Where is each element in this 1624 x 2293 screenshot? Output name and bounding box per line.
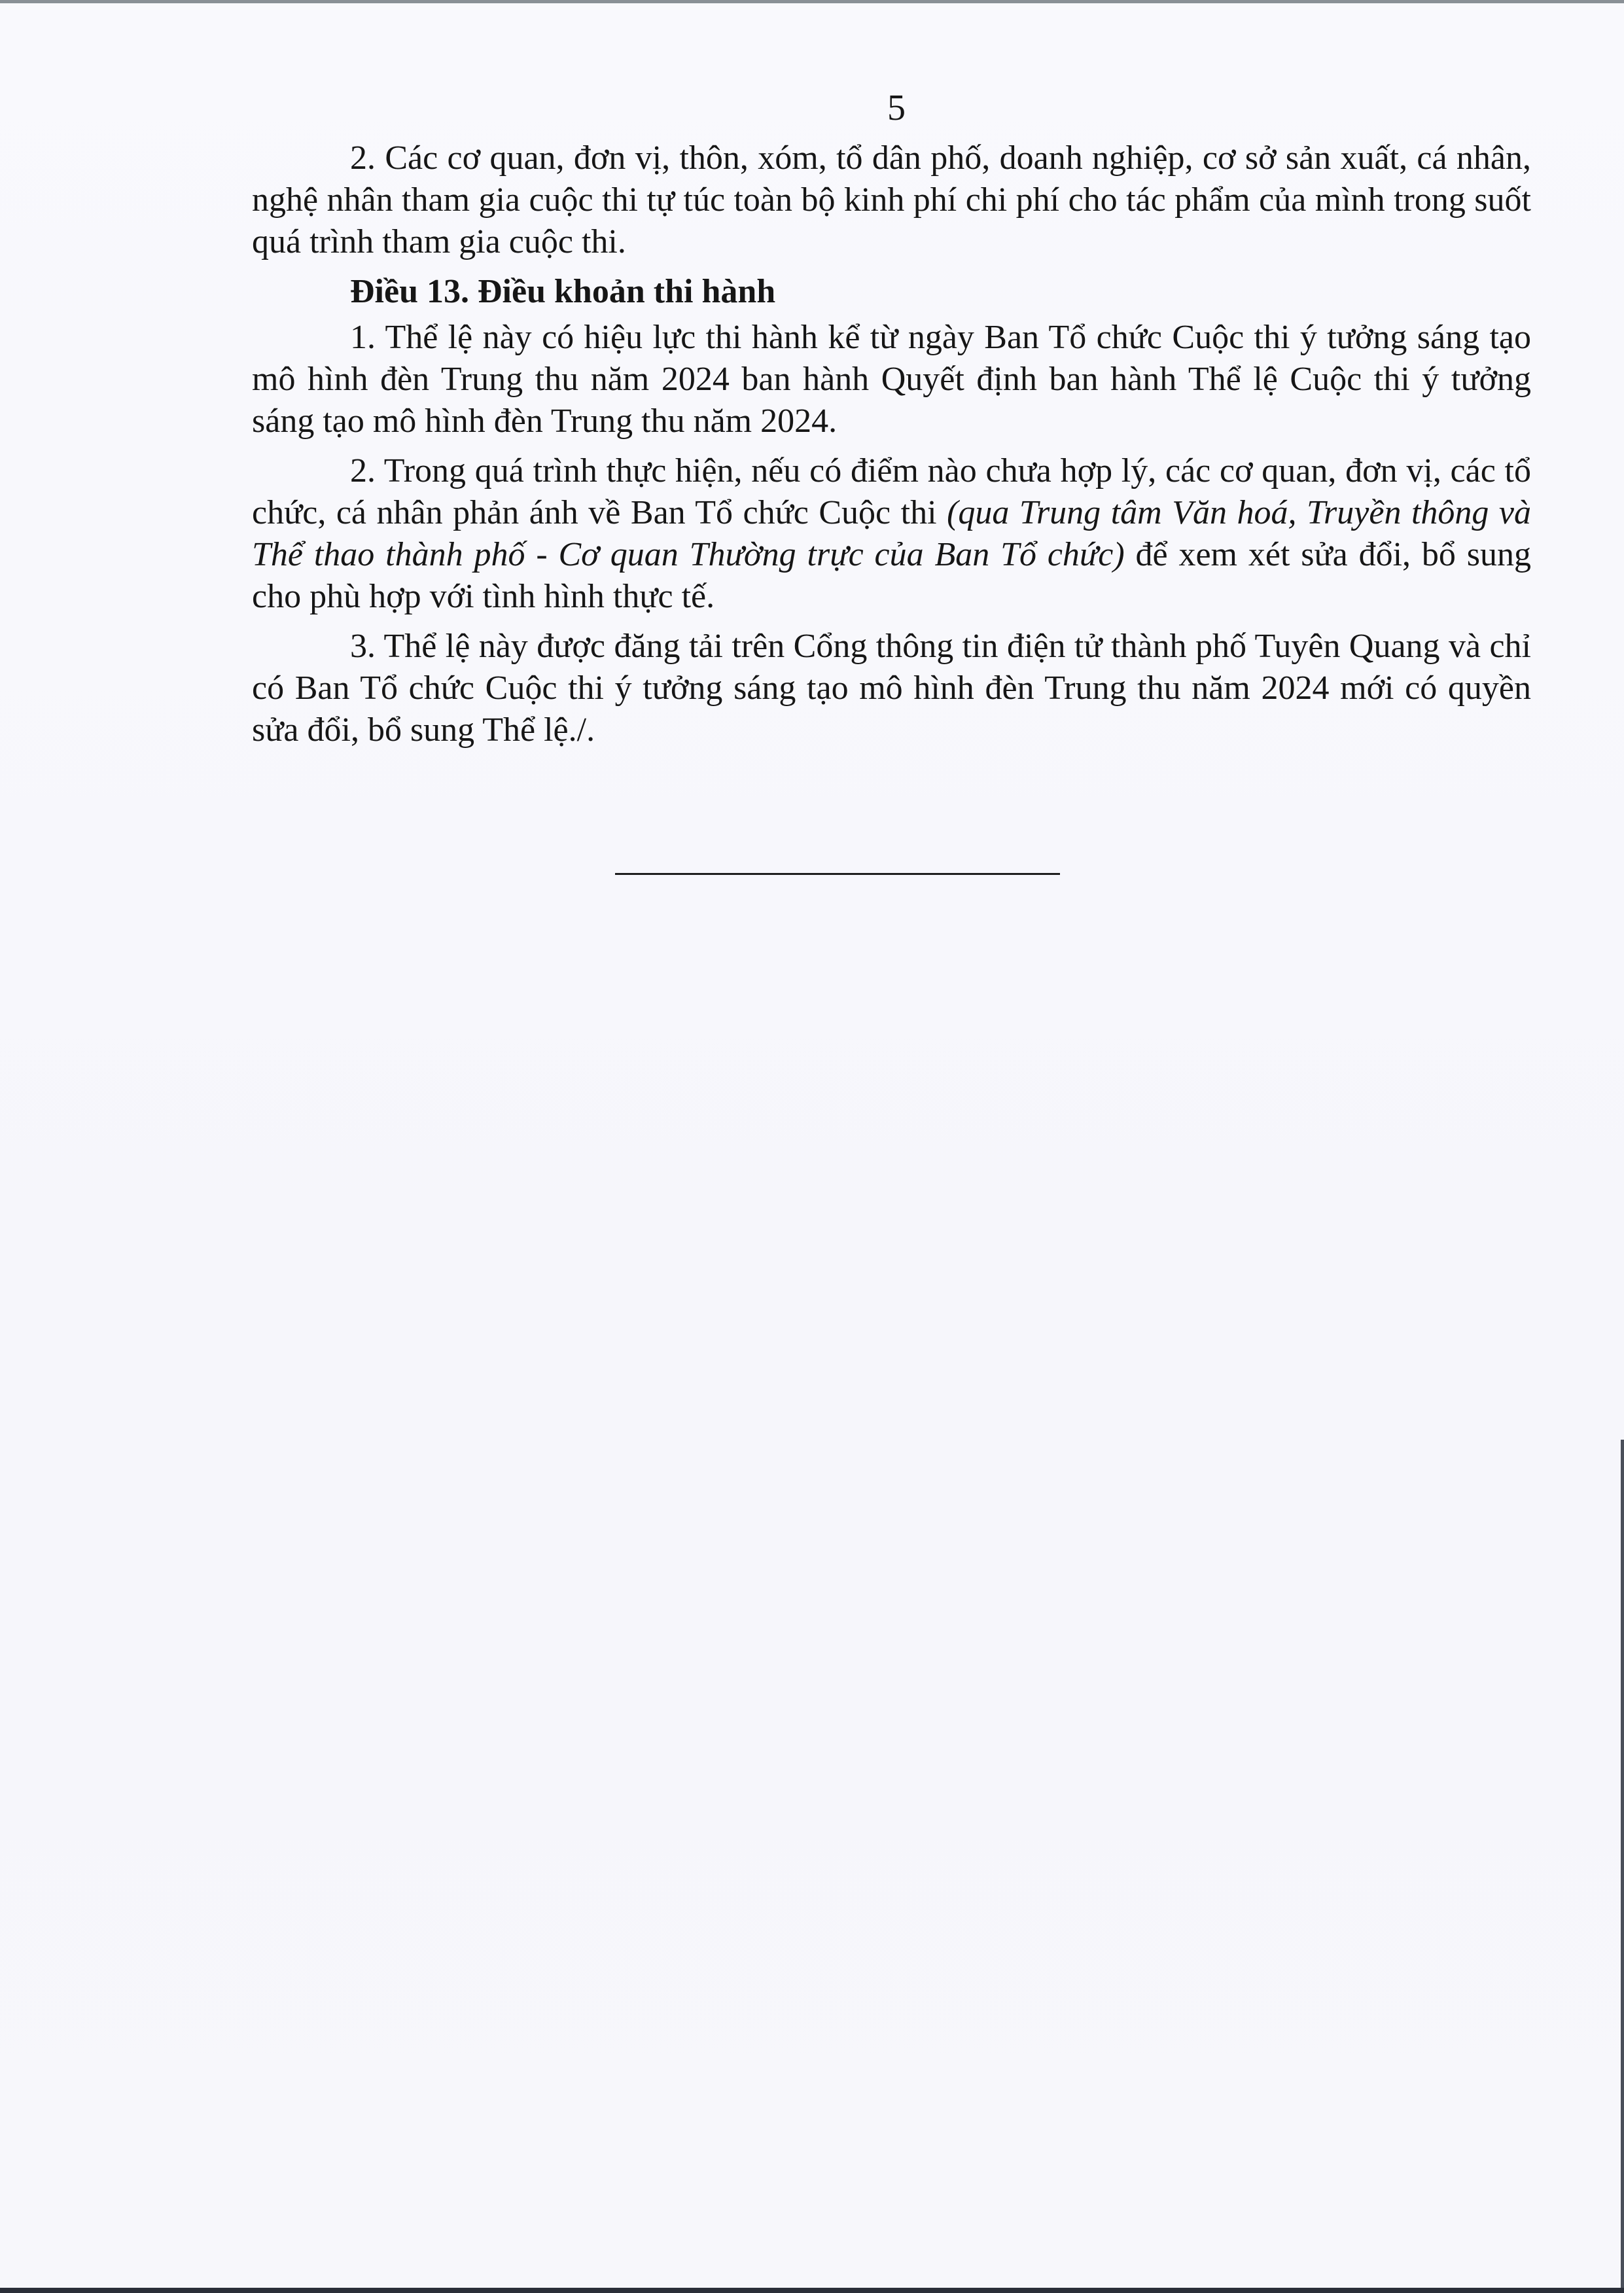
paragraph-feedback	[252, 450, 1531, 618]
article-13-heading: Điều 13. Điều khoản thi hành	[350, 273, 776, 310]
end-divider	[615, 873, 1060, 875]
scan-edge-bottom	[0, 2288, 1624, 2293]
scan-edge-top	[0, 0, 1624, 3]
feedback-text-end: để xem xét sửa đổi, bổ sung cho phù hợp với tình hình thực tế.	[252, 536, 1531, 615]
page-number: 5	[887, 88, 906, 128]
paragraph-funding: 2. Các cơ quan, đơn vị, thôn, xóm, tổ dân phố, doanh nghiệp, cơ sở sản xuất, cá nhân, nghệ nhân tham gia cuộc thi tự túc toàn bộ kinh phí chi phí cho tác phẩm của mình trong suốt quá trình tham gia cuộc thi.	[252, 139, 1531, 260]
document-body	[252, 137, 1531, 759]
feedback-text-italic: (qua Trung tâm Văn hoá, Truyền thông và Thể thao thành phố - Cơ quan Thường trực của Ban Tổ chức)	[252, 494, 1531, 573]
paragraph-effective: 1. Thể lệ này có hiệu lực thi hành kể từ ngày Ban Tổ chức Cuộc thi ý tưởng sáng tạo mô hình đèn Trung thu năm 2024 ban hành Quyết định ban hành Thể lệ Cuộc thi ý tưởng sáng tạo mô hình đèn Trung thu năm 2024.	[252, 319, 1531, 440]
feedback-text-start: 2. Trong quá trình thực hiện, nếu có điểm nào chưa hợp lý, các cơ quan, đơn vị, các tổ chức, cá nhân phản ánh về Ban Tổ chức Cuộc thi	[252, 452, 1531, 531]
paragraph-publication: 3. Thể lệ này được đăng tải trên Cổng thông tin điện tử thành phố Tuyên Quang và chỉ có Ban Tổ chức Cuộc thi ý tưởng sáng tạo mô hình đèn Trung thu năm 2024 mới có quyền sửa đổi, bổ sung Thể lệ./.	[252, 628, 1531, 749]
scan-edge-right	[1621, 1440, 1624, 2293]
